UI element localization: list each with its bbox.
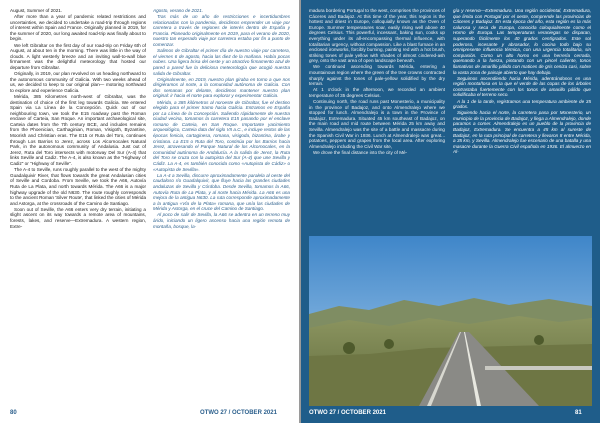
left-en-paragraph: We left Gibraltar on the first day of our road-trip on Friday 6th of August, at about ten in the morning. There was little in the way of clouds. A light westerly breeze and an inviting wall-to-wall blue firmament was the delightful meteorology that hosted our departure from Gibraltar. [10,42,146,70]
left-es-paragraph: Salimos de Gibraltar el primer día de nuestro viaje por carretera, el viernes 6 de agosto, hacia las diez de la mañana. Había pocas nubes. Una ligera brisa del oeste y un atractivo firmamento azul de pared a pared fue la deliciosa meteorología que acogió nuestra salida de Gibraltar. [153,48,290,76]
right-footer-title: OTWO 27 / OCTOBER 2021 [309,410,386,416]
tree [534,335,544,345]
right-en-paragraph: At 1 o'clock in the afternoon, we recorded an ambient temperature of 35 degrees Celsius. [309,87,445,98]
right-en-paragraph: We drove the final distance into the city of Mé- [313,149,408,155]
left-page-number: 80 [10,410,17,416]
left-en-paragraph: After more than a year of pandemic related restrictions and uncertainties, we decided to undertake a road-trip through regions of interest within Spain and France. Originally planned in 2019, for the summer of 2020, our long awaited road-trip was finally about to begin. [10,14,146,42]
right-es-paragraph: gía y reserva—Extremadura. Una región occidental, Extremadura, que limita con Portugal por el oeste, comprende las provincias de Cáceres y Badajoz. En esta época del año, esta región es la más calurosa y seca de Europa, conocida coloquialmente como el Horno de Europa. Las temperaturas veraniegas se disparan, superando fácilmente los 40 grados centígrados. Este sol poderoso, incesante y abrasador, lo cocina todo bajo su omnipresente influencia térmica, con una urgencia totalitaria, sin compasión. Como un alto horno en una herrería cerrada, quemando a la fuerza, pintando con un pincel caliente, tonos llamativos de amarillo pálido con matices de gris ceniza casi, sobre la vasta zona de paisaje abierto que hay debajo. [453,8,591,75]
right-en-paragraph: We continued ascending towards Mérida, entering a mountainous region where the green of the tree crowns contracted sharply against the tones of pale-yellow solidified by the dry terrain. [309,64,445,87]
left-page [0,0,299,423]
right-en-paragraph: madura bordering Portugal to the west, comprises the provinces of Cáceres and Badajoz. At this time of the year, this region is the hottest and driest in Europe, colloquially known as the Oven of Europe. Summer temperatures soar, easily rising well above 40 degrees Celsius. This powerful, incessant, baking sun, cooks up everything under its all-encompassing thermal influence, with totalitarian urgency, without compassion. Like a blast furnace in an enclosed ironworks, forcibly burning, painting red with a hot brush, striking tones of pale yellow with shades of almost cindered-ash grey, onto the vast area of open landscape beneath. [309,8,445,64]
tree [343,342,355,354]
right-spanish-column [453,8,591,230]
right-page [301,0,600,423]
photo-svg [309,236,592,406]
left-footer-title: OTWO 27 / OCTOBER 2021 [200,410,277,416]
right-es-paragraph: Siguiendo hacia el norte, la carretera pasa por Monesterio, un municipio de la provincia de Badajoz, y llega a Almendralejo, donde paramos a comer. Almendralejo es un pueblo de la provincia de Badajoz, Extremadura. Se encuentra a 45 km al sureste de Badajoz, en la ruta principal de carretera y llevaron 8 entre Mérida, a 35 km, y Sevilla. Almendralejo fue escenario de una batalla y una masacre durante la Guerra Civil española en 1936. El almuerzo en Al- [453,110,591,155]
left-es-paragraph: Originalmente, en 2019, nuestro plan giraba en torno a que nos dirigiéramos al norte, a la comunidad autónoma de Galicia. Con dos semanas por delante, decidimos mantener nuestro plan original: ir hacia el norte para explorar y experimentar Galicia. [153,76,290,99]
tree [384,339,394,349]
left-es-paragraph: Agosto, verano de 2021. [153,8,204,13]
left-english-column [10,8,146,400]
left-es-paragraph: Al poco de salir de Sevilla, la A66 se adentra en un terreno muy árido, iniciando un ligero ascenso hacia una región remota de montaña, bosque, la- [153,212,290,229]
right-es-paragraph: A la 1 de la tarde, registramos una temperatura ambiente de 35 grados. [453,98,591,110]
guard-rail [485,366,592,370]
right-english-column [309,8,445,230]
left-en-paragraph: The A-4 to Seville, runs roughly parallel to the west of the mighty Guadalquivir River, that flows towards the great Andalusian cities of Seville and Cordoba. From Seville, we took the A66, Autovía Ruta de La Plata, and north towards Mérida. The A66 is a major highway upgrade of the old N630. The route roughly corresponds to the ancient Roman 'Silver Route', that linked the cities of Mérida and Astorga, at the crossroads of the Camino de Santiago. [10,167,146,206]
left-en-paragraph: Mérida, 385 Kilometres north-west of Gibraltar, was the destination of choice of the first leg towards Galicia. We entered Spain via La Línea de la Concepción. Quick out of our neighbouring town, we took the E15 roadway past the Roman enclave of Carteia, San Roque. An important archaeological site, Carteia dates from the 7th century BCE, and includes remains from the Phoenician, Carthaginian, Roman, Visigoth, Byzantine, Moorish and Christian eras. The E15 or Ruta del Toro, continues through Los Barrios to Jerez, across Los Alcornocales Natural Park, in the autonomous community of Andalusia. Just out of Jerez, Ruta del Toro intersects with motorway Del Sur (A-4) that links Seville and Cadiz. The A-4, is also known as the "Highway of Cadiz" or "Highway of Seville". [10,93,146,167]
left-spanish-column [153,8,290,400]
left-en-paragraph: Soon out of Seville, the A66 enters very dry terrain, initiating a slight ascent on its way towards a remote area of mountains, forests, lakes, and reserve—Extremadura. A western region, Extre- [10,206,146,229]
right-es-paragraph: Seguimos ascendiendo hacia Mérida, adentrándonos en una región montañosa en la que el verde de las copas de los árboles contrastaba fuertemente con los tonos de amarillo pálido que solidificaba el terreno seco. [453,75,591,98]
left-es-paragraph: Mérida, a 385 kilómetros al noroeste de Gibraltar, fue el destino elegido para el primer tramo hacia Galicia. Entramos en España por La Línea de la Concepción. Saliendo rápidamente de nuestra ciudad vecina, tomamos la carretera E15 pasando por el enclave romano de Carteia, en San Roque. Importante yacimiento arqueológico, Carteia data del siglo VII a.C., e incluye restos de las épocas fenicia, cartaginesa, romana, visigoda, bizantina, árabe y cristiana. La E15 o Ruta del Toro, continúa por los Barrios hacia Jerez, atravesando el Parque Natural de los Alcornocales, en la comunidad autónoma de Andalucía. A la salida de Jerez, la Ruta del Toro se cruza con la autopista del Sur (A-4) que une Sevilla y Cádiz. La A-4, es también conocida como «Autopista de Cádiz» o «Autopista de Sevilla». [153,99,290,172]
road-landscape-photo [309,236,592,406]
left-es-paragraph: La A-4 a Sevilla, discurre aproximadamente paralela al oeste del caudaloso río Guadalquivir, que fluye hacia las grandes ciudades andaluzas de Sevilla y Córdoba. Desde Sevilla, tomamos la A66, Autovía Ruta de La Plata, y al norte hacia Mérida. La A66 es una mejora de la antigua N630. La ruta corresponde aproximadamente a la antigua «Vía de la Plata» romana, que unía las ciudades de Mérida y Astorga, en el cruce del Camino de Santiago. [153,172,290,212]
left-es-paragraph: Tras más de un año de restricciones e incertidumbres relacionadas con la pandemia, decidimos emprender un viaje por carretera a través de regiones de interés dentro de España y Francia. Planeado originalmente en 2019, para el verano de 2020, nuestro tan esperado viaje por carretera estaba por fin a punto de comenzar. [153,14,290,48]
left-en-paragraph: August, Summer of 2021. [10,8,63,13]
right-en-paragraph: Continuing north, the road runs past Monesterio, a municipality in the province of Badajoz, and onto Almendralejo where we stopped for lunch. Almendralejo is a town in the Province of Badajoz, Extremadura. Situated 45 km southeast of Badajoz, on the main road and mid route between Mérida 25 km away and Sevilla. Almendralejo was the site of a battle and massacre during the Spanish Civil War in 1936. Lunch at Almendralejo was great... potatoes, peppers and grapes from the local area. After exploring Almendralejo including the Civil War site, [309,99,445,149]
left-en-paragraph: Originally, in 2019, our plan revolved on us heading northward to the autonomous community of Galicia. With two weeks ahead of us, we decided to keep to our original plan— motoring northward to explore and experience Galicia. [10,71,146,93]
right-page-number: 81 [575,410,582,416]
